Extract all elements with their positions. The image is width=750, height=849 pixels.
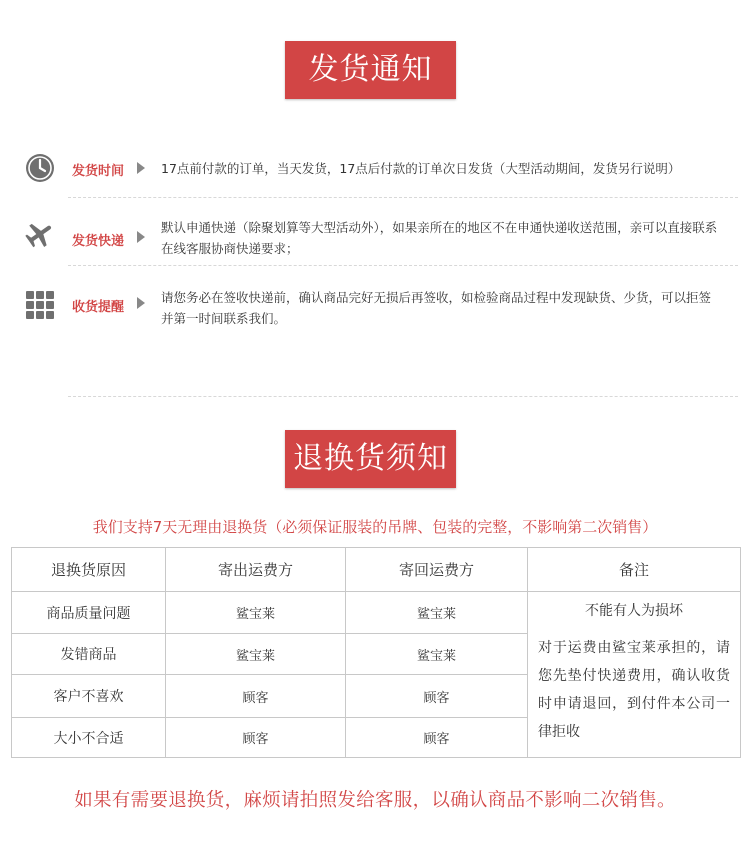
table-header: 寄回运费方 [346,548,528,592]
airplane-icon [24,218,56,250]
info-text: 17点前付款的订单，当天发货，17点后付款的订单次日发货（大型活动期间，发货另行说明） [161,161,681,176]
table-header-row [12,548,741,592]
table-cell-return-payer: 顾客 [346,718,528,758]
table-cell-send-payer: 顾客 [166,675,346,718]
divider [68,265,738,266]
divider [68,396,738,397]
arrow-right-icon [137,231,145,243]
table-header: 寄出运费方 [166,548,346,592]
info-label: 发货快递 [72,234,125,249]
return-notice-banner: 退换货须知 [285,430,456,488]
divider [68,197,738,198]
grid-icon [24,289,56,321]
table-cell-reason: 客户不喜欢 [12,675,166,718]
table-row [12,592,741,634]
info-label: 发货时间 [72,164,125,179]
info-label: 收货提醒 [72,300,125,315]
clock-icon [24,152,56,184]
arrow-right-icon [137,162,145,174]
return-policy-table [11,547,741,758]
table-cell-send-payer: 鲨宝莱 [166,592,346,634]
table-cell-return-payer: 顾客 [346,675,528,718]
info-text: 默认申通快递（除聚划算等大型活动外），如果亲所在的地区不在申通快递收送范围，亲可以直接联系在线客服协商快递要求； [161,220,718,256]
footer-notice: 如果有需要退换货，麻烦请拍照发给客服，以确认商品不影响二次销售。 [74,790,676,811]
table-cell-send-payer: 鲨宝莱 [166,634,346,675]
shipping-notice-banner: 发货通知 [285,41,456,99]
table-cell-remarks [528,592,741,758]
table-header: 备注 [528,548,741,592]
remarks-heading: 不能有人为损坏 [585,603,683,619]
table-cell-reason: 发错商品 [12,634,166,675]
arrow-right-icon [137,297,145,309]
table-header: 退换货原因 [12,548,166,592]
remarks-body: 对于运费由鲨宝莱承担的，请您先垫付快递费用，确认收货时申请退回，到付件本公司一律拒收 [538,640,730,740]
return-policy-subtitle: 我们支持7天无理由退换货（必须保证服装的吊牌、包装的完整，不影响第二次销售） [92,518,658,536]
info-text: 请您务必在签收快递前，确认商品完好无损后再签收，如检验商品过程中发现缺货、少货，可以拒签并第一时间联系我们。 [161,290,712,326]
table-cell-send-payer: 顾客 [166,718,346,758]
table-cell-return-payer: 鲨宝莱 [346,592,528,634]
table-cell-return-payer: 鲨宝莱 [346,634,528,675]
table-cell-reason: 大小不合适 [12,718,166,758]
table-cell-reason: 商品质量问题 [12,592,166,634]
